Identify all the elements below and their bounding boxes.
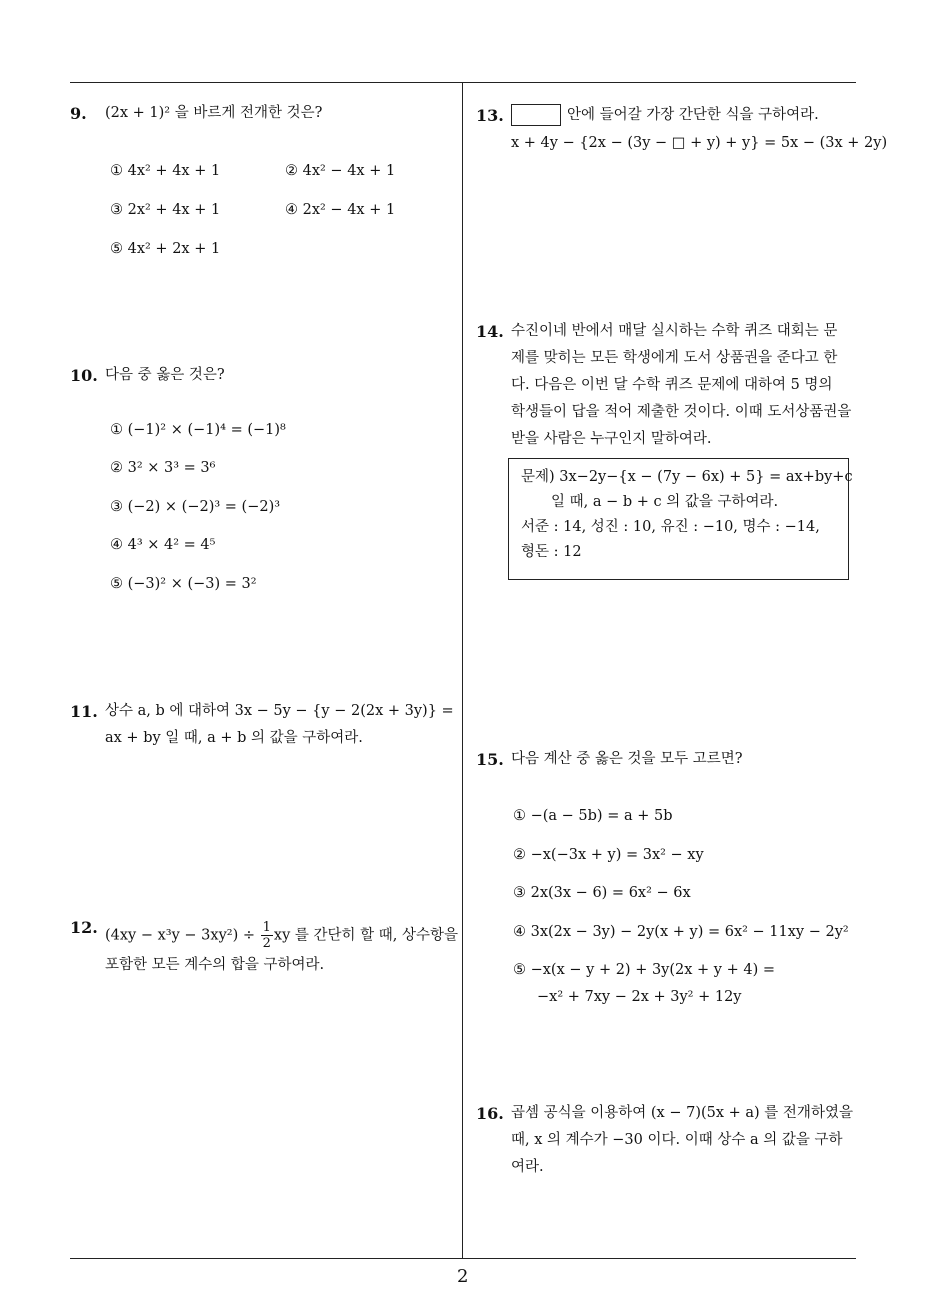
fraction-denominator: 2 (262, 936, 271, 951)
option-3[interactable]: ③ (−2) × (−2)³ = (−2)³ (110, 499, 281, 515)
page-number: 2 (457, 1266, 469, 1287)
question-line: 학생들이 답을 적어 제출한 것이다. 이때 도서상품권을 (511, 404, 852, 420)
question-line: 수진이네 반에서 매달 실시하는 수학 퀴즈 대회는 문 (511, 323, 838, 339)
option-1[interactable]: ① −(a − 5b) = a + 5b (513, 808, 673, 824)
question-number: 16. (476, 1104, 504, 1123)
question-text: 다음 중 옳은 것은? (105, 367, 225, 383)
question-text: (2x + 1)² 을 바르게 전개한 것은? (105, 105, 323, 121)
question-line: 곱셈 공식을 이용하여 (x − 7)(5x + a) 를 전개하였을 (511, 1105, 853, 1121)
question-text-line2: ax + by 일 때, a + b 의 값을 구하여라. (105, 730, 363, 746)
question-line: 받을 사람은 누구인지 말하여라. (511, 431, 712, 447)
column-divider (462, 82, 463, 1259)
option-4[interactable]: ④ 4³ × 4² = 4⁵ (110, 537, 216, 553)
question-text-line1 (105, 920, 458, 951)
expression-tail: xy 를 간단히 할 때, 상수항을 (273, 927, 458, 944)
question-text-line2: 포함한 모든 계수의 합을 구하여라. (105, 957, 325, 973)
option-5[interactable]: ⑤ (−3)² × (−3) = 3² (110, 576, 257, 592)
question-text-line1: 상수 a, b 에 대하여 3x − 5y − {y − 2(2x + 3y)} = (105, 703, 454, 719)
instruction: 안에 들어갈 가장 간단한 식을 구하여라. (567, 107, 819, 123)
question-text-line1 (511, 102, 819, 129)
box-line: 문제) 3x−2y−{x − (7y − 6x) + 5} = ax+by+c (521, 469, 853, 485)
option-2[interactable]: ② 4x² − 4x + 1 (285, 163, 396, 179)
box-line: 서준 : 14, 성진 : 10, 유진 : −10, 명수 : −14, (521, 519, 820, 535)
option-4[interactable]: ④ 2x² − 4x + 1 (285, 202, 396, 218)
option-1[interactable]: ① 4x² + 4x + 1 (110, 163, 221, 179)
answer-blank-box (511, 104, 561, 126)
question-line: 때, x 의 계수가 −30 이다. 이때 상수 a 의 값을 구하 (511, 1132, 843, 1148)
question-line: 제를 맞히는 모든 학생에게 도서 상품권을 준다고 한 (511, 350, 838, 366)
option-1[interactable]: ① (−1)² × (−1)⁴ = (−1)⁸ (110, 422, 286, 438)
fraction-numerator: 1 (262, 920, 271, 935)
problem-box (508, 458, 853, 580)
question-number: 13. (476, 106, 504, 125)
option-2[interactable]: ② 3² × 3³ = 3⁶ (110, 460, 216, 476)
question-number: 10. (70, 366, 98, 385)
box-line: 형돈 : 12 (521, 544, 582, 560)
top-rule (70, 82, 856, 83)
option-3[interactable]: ③ 2x² + 4x + 1 (110, 202, 221, 218)
option-5[interactable]: ⑤ −x(x − y + 2) + 3y(2x + y + 4) = (513, 962, 775, 978)
question-number: 9. (70, 104, 87, 123)
bottom-rule (70, 1258, 856, 1259)
question-text: 다음 계산 중 옳은 것을 모두 고르면? (511, 751, 743, 767)
option-4[interactable]: ④ 3x(2x − 3y) − 2y(x + y) = 6x² − 11xy − 2y² (513, 924, 849, 940)
option-2[interactable]: ② −x(−3x + y) = 3x² − xy (513, 847, 704, 863)
option-5[interactable]: ⑤ 4x² + 2x + 1 (110, 241, 221, 257)
question-line: 다. 다음은 이번 달 수학 퀴즈 문제에 대하여 5 명의 (511, 377, 833, 393)
question-number: 12. (70, 918, 98, 937)
question-number: 15. (476, 750, 504, 769)
question-12 (70, 914, 462, 974)
question-line: 여라. (511, 1159, 544, 1175)
fraction (261, 920, 273, 951)
question-number: 14. (476, 322, 504, 341)
box-line: 일 때, a − b + c 의 값을 구하여라. (551, 494, 779, 510)
question-number: 11. (70, 702, 98, 721)
question-text-line2: x + 4y − {2x − (3y − □ + y) + y} = 5x − (3x + 2y) (511, 135, 888, 151)
expression: (4xy − x³y − 3xy²) ÷ (105, 927, 255, 944)
option-5-continued: −x² + 7xy − 2x + 3y² + 12y (537, 989, 742, 1005)
option-3[interactable]: ③ 2x(3x − 6) = 6x² − 6x (513, 885, 691, 901)
